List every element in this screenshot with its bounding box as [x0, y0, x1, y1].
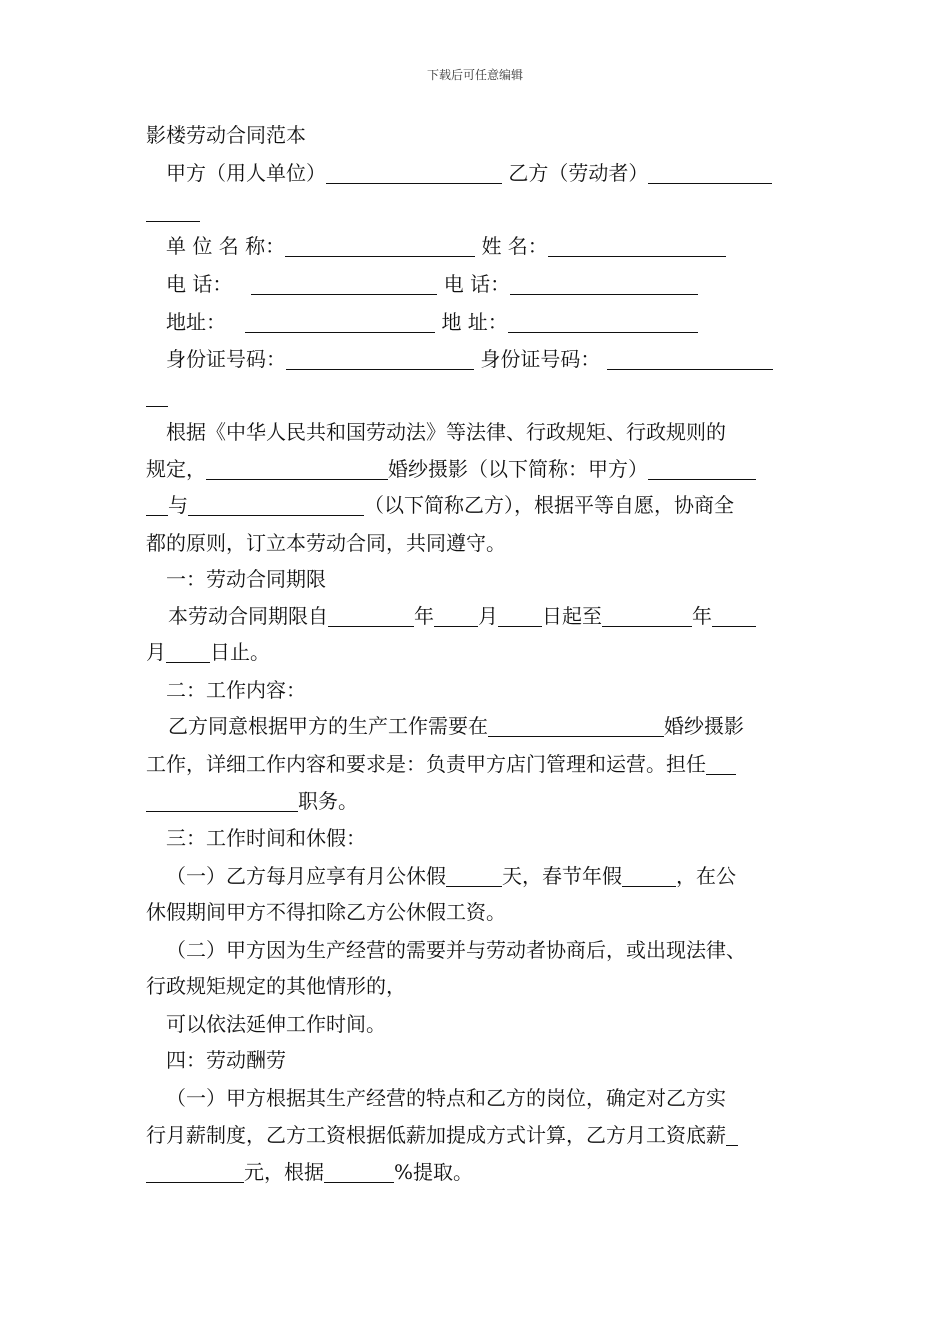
phone-line [166, 272, 698, 296]
id-b-blank [607, 349, 773, 370]
page-header: 下载后可任意编辑 [426, 68, 523, 82]
workplace-blank [488, 716, 664, 737]
address-b-blank [508, 312, 698, 333]
s4-line3: 元，根据 %提取。 [146, 1160, 473, 1184]
s2-line1: 乙方同意根据甲方的生产工作需要在 婚纱摄影 [168, 714, 744, 738]
employer-blank [206, 459, 388, 480]
s1-line1: 本劳动合同期限自 年 月 日起至 年 [168, 604, 756, 628]
s1-line2: 月 日止。 [146, 640, 270, 664]
section-4-title: 四：劳动酬劳 [166, 1048, 286, 1072]
phone-a-blank [251, 274, 437, 295]
commission-blank [324, 1162, 394, 1183]
s3-p2-line3: 可以依法延伸工作时间。 [166, 1012, 386, 1036]
s4-line1: （一）甲方根据其生产经营的特点和乙方的岗位，确定对乙方实 [166, 1086, 726, 1110]
phone-a-label: 电 话： [166, 272, 233, 296]
unit-name-label: 单 位 名 称： [166, 234, 286, 258]
s3-line1: （一）乙方每月应享有月公休假 天，春节年假 ，在公 [166, 864, 736, 888]
party-b-blank [648, 163, 772, 184]
address-b-label: 地 址： [441, 310, 508, 334]
party-a-blank [326, 163, 502, 184]
s3-p2-line2: 行政规矩规定的其他情形的， [146, 974, 406, 998]
p1-line1: 根据《中华人民共和国劳动法》等法律、行政规矩、行政规则的 [166, 420, 726, 444]
parties-line [166, 161, 772, 185]
base-salary-blank [146, 1162, 244, 1183]
id-b-blank-cont [146, 384, 168, 408]
section-3-title: 三：工作时间和休假： [166, 826, 366, 850]
section-2-title: 二：工作内容： [166, 678, 306, 702]
employee-blank [188, 495, 364, 516]
section-1-title: 一：劳动合同期限 [166, 567, 326, 591]
phone-b-label: 电 话： [443, 272, 511, 296]
s2-line3: 职务。 [146, 789, 358, 813]
party-b-label: 乙方（劳动者） [508, 161, 649, 185]
p1-line3: 与 （以下简称乙方），根据平等自愿，协商全 [146, 493, 734, 517]
party-a-label: 甲方（用人单位） [166, 161, 326, 185]
id-a-blank [286, 349, 474, 370]
position-blank [146, 791, 298, 812]
id-line [166, 347, 773, 371]
id-a-label: 身份证号码： [166, 347, 286, 371]
unit-name-line [166, 234, 726, 258]
s3-p2-line1: （二）甲方因为生产经营的需要并与劳动者协商后，或出现法律、 [166, 938, 746, 962]
address-a-label: 地址： [166, 310, 226, 334]
s3-line2: 休假期间甲方不得扣除乙方公休假工资。 [146, 900, 506, 924]
address-line [166, 310, 698, 334]
employer-rep-blank [648, 459, 756, 480]
name-blank [548, 236, 726, 257]
s4-line2: 行月薪制度，乙方工资根据低薪加提成方式计算，乙方月工资底薪 [146, 1123, 738, 1147]
unit-name-blank [285, 236, 475, 257]
s2-line2: 工作，详细工作内容和要求是：负责甲方店门管理和运营。担任 [146, 752, 736, 776]
p1-line4: 都的原则，订立本劳动合同，共同遵守。 [146, 531, 506, 555]
p1-line2: 规定， 婚纱摄影（以下简称：甲方） [146, 457, 756, 481]
id-b-label: 身份证号码： [480, 347, 601, 371]
party-b-blank-cont [146, 199, 200, 223]
phone-b-blank [510, 274, 698, 295]
name-label: 姓 名： [481, 234, 548, 258]
document-title: 影楼劳动合同范本 [146, 123, 306, 147]
address-a-blank [245, 312, 435, 333]
